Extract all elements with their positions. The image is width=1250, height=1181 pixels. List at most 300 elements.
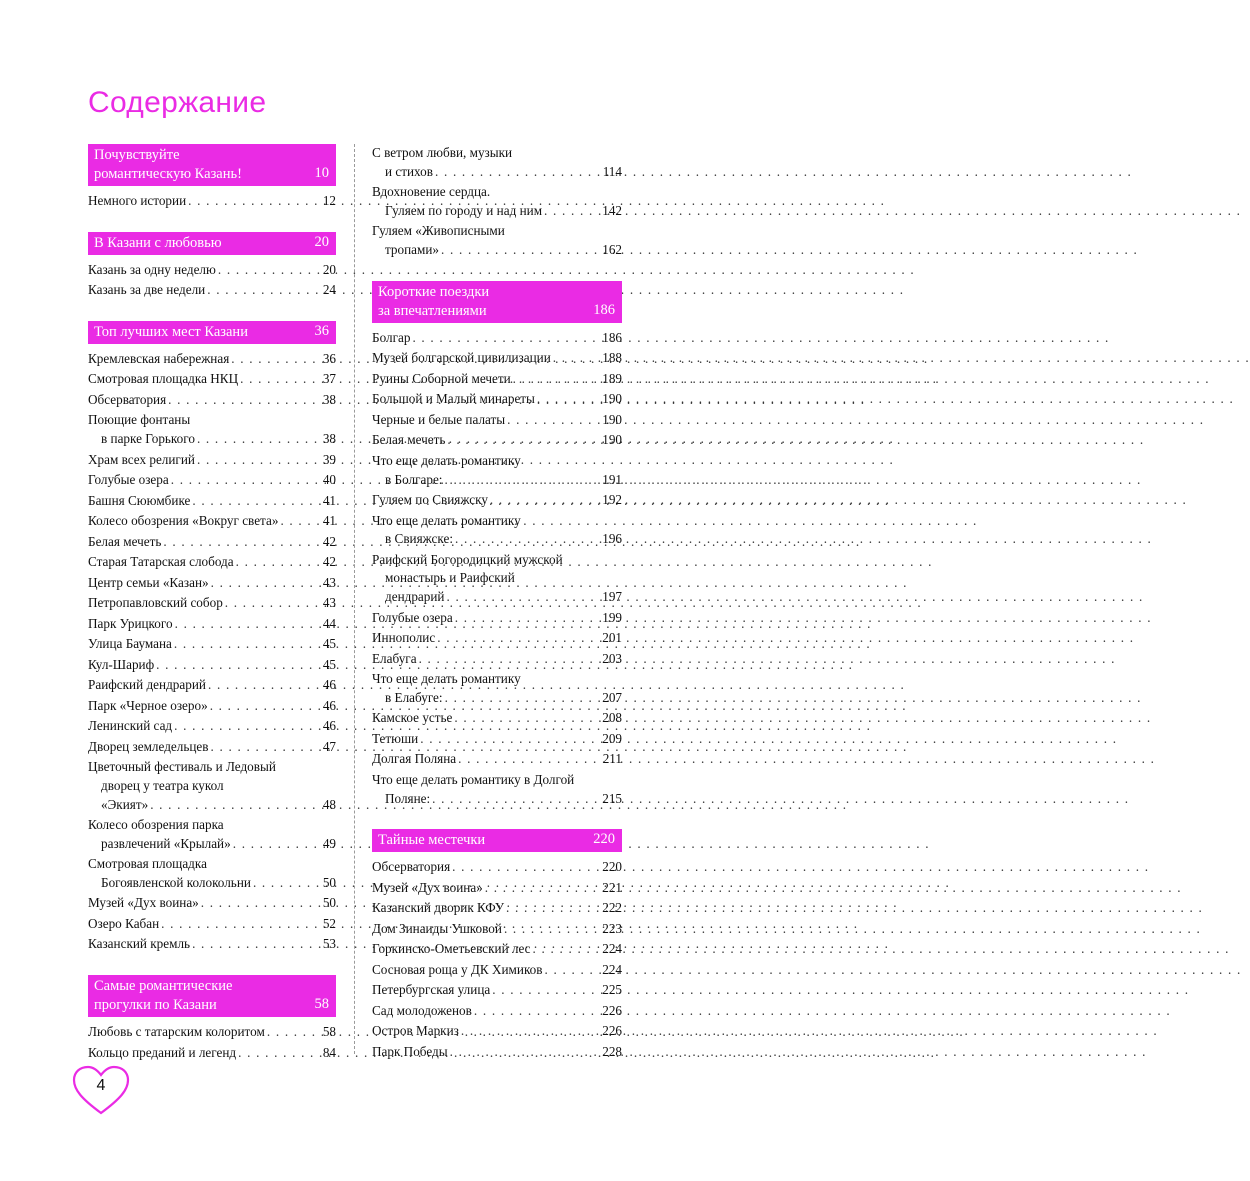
toc-entry-page: 46 [322, 697, 336, 713]
toc-entry-page: 41 [322, 513, 336, 529]
toc-section [88, 232, 336, 300]
toc-entry-line [88, 411, 336, 430]
toc-entry-text: Кремлевская набережная [88, 350, 230, 366]
toc-entry-page: 226 [602, 1002, 622, 1018]
section-heading[interactable] [88, 975, 336, 1017]
toc-entry-line [88, 574, 336, 593]
dot-leader [240, 370, 321, 389]
toc-entry-line [88, 615, 336, 634]
toc-entry-line [372, 1002, 622, 1021]
toc-entry-page: 40 [322, 472, 336, 488]
toc-entry-line [372, 329, 622, 348]
section-heading[interactable] [88, 321, 336, 344]
dot-leader [533, 940, 601, 959]
toc-entry[interactable] [88, 894, 336, 913]
entry-list [88, 350, 336, 954]
section-heading-line: Топ лучших мест Казани [94, 323, 248, 340]
toc-entry-line [88, 676, 336, 695]
toc-entry[interactable] [88, 615, 336, 634]
toc-entry-page: 49 [322, 835, 336, 851]
toc-entry[interactable] [88, 574, 336, 593]
toc-entry-page: 190 [602, 391, 622, 407]
toc-entry-line [372, 709, 622, 728]
toc-entry[interactable] [372, 771, 622, 808]
toc-entry-page: 142 [602, 202, 622, 218]
toc-entry-page: 225 [602, 982, 622, 998]
toc-entry-text: и стихов [385, 163, 433, 179]
toc-entry[interactable] [88, 553, 336, 572]
toc-entry[interactable] [372, 329, 622, 348]
toc-entry-line [372, 730, 622, 749]
toc-entry-text: С ветром любви, музыки [372, 145, 513, 160]
toc-entry-line [88, 717, 336, 736]
toc-entry[interactable] [372, 899, 622, 918]
toc-entry-line [372, 961, 622, 980]
section-page-number: 10 [314, 165, 329, 181]
entry-list [372, 329, 622, 808]
toc-entry-page: 37 [322, 371, 336, 387]
toc-entry-text: Елабуга [372, 650, 417, 666]
dot-leader [553, 349, 600, 368]
entry-list [88, 1023, 336, 1062]
toc-entry-line [88, 777, 336, 796]
dot-leader [150, 796, 321, 815]
toc-entry-line [88, 553, 336, 572]
toc-entry-page: 224 [602, 961, 622, 977]
dot-leader [492, 981, 600, 1000]
toc-entry[interactable] [372, 411, 622, 430]
entry-list [88, 192, 336, 211]
dot-leader [211, 738, 321, 757]
toc-entry[interactable] [372, 670, 622, 707]
toc-entry-page: 190 [602, 411, 622, 427]
dot-leader [197, 430, 321, 449]
toc-entry-line [88, 796, 336, 815]
dot-leader [474, 1002, 600, 1021]
toc-entry-line [88, 697, 336, 716]
toc-entry-text: Колесо обозрения «Вокруг света» [88, 513, 279, 529]
toc-entry-line [88, 874, 336, 893]
toc-entry-page: 45 [322, 656, 336, 672]
toc-entry[interactable] [372, 491, 622, 510]
toc-entry-page: 114 [602, 163, 622, 179]
toc-entry[interactable] [88, 758, 336, 814]
toc-entry[interactable] [88, 261, 336, 280]
toc-entry-page: 197 [602, 589, 622, 605]
toc-entry[interactable] [372, 222, 622, 259]
toc-entry-line [88, 935, 336, 954]
toc-entry-text: Парк Урицкого [88, 615, 173, 631]
toc-section [372, 281, 622, 808]
toc-entry-page: 199 [602, 609, 622, 625]
toc-entry[interactable] [88, 855, 336, 892]
dot-leader [537, 390, 600, 409]
toc-entry[interactable] [372, 1002, 622, 1021]
dot-leader [156, 656, 321, 675]
dot-leader [161, 915, 321, 934]
toc-entry-page: 190 [602, 432, 622, 448]
toc-entry[interactable] [372, 750, 622, 769]
toc-entry[interactable] [372, 879, 622, 898]
toc-entry-page: 45 [322, 636, 336, 652]
dot-leader [192, 492, 320, 511]
section-page-number: 58 [314, 996, 329, 1013]
toc-entry-line [372, 569, 622, 588]
toc-entry-line [88, 533, 336, 552]
dot-leader [175, 615, 321, 634]
toc-entry-line [88, 281, 336, 300]
toc-entry-line [88, 261, 336, 280]
toc-entry-page: 226 [602, 1023, 622, 1039]
toc-entry-text: Белая мечеть [372, 432, 446, 448]
toc-entry-line [88, 738, 336, 757]
dot-leader [485, 879, 600, 898]
toc-entry-text: Что еще делать романтику [372, 452, 521, 468]
toc-entry[interactable] [372, 551, 622, 607]
dot-leader [211, 574, 321, 593]
toc-entry-text: Центр семьи «Казан» [88, 574, 209, 590]
toc-entry-page: 201 [602, 630, 622, 646]
toc-entry-text: в Свияжске: [385, 531, 453, 547]
toc-entry[interactable] [88, 816, 336, 853]
toc-entry-text: тропами» [385, 242, 440, 258]
toc-entry-text: Любовь с татарским колоритом [88, 1024, 265, 1040]
toc-entry-text: Поющие фонтаны [88, 412, 191, 428]
toc-entry-text: в парке Горького [101, 431, 195, 447]
toc-entry-line [372, 349, 622, 368]
dot-leader [192, 935, 321, 954]
toc-entry-text: Старая Татарская слобода [88, 554, 234, 570]
toc-entry[interactable] [88, 391, 336, 410]
toc-entry-line [88, 915, 336, 934]
page-title: Содержание [88, 86, 267, 119]
dot-leader [412, 329, 600, 348]
toc-entry[interactable] [372, 512, 622, 549]
toc-entry-page: 39 [322, 451, 336, 467]
toc-entry-text: Что еще делать романтику [372, 512, 521, 528]
page-number: 4 [96, 1077, 106, 1094]
dot-leader [188, 192, 321, 211]
toc-entry[interactable] [372, 431, 622, 450]
toc-entry-page: 41 [322, 492, 336, 508]
toc-entry-text: Музей болгарской цивилизации [372, 350, 551, 366]
dot-leader [454, 709, 600, 728]
dot-leader [461, 1022, 600, 1041]
toc-entry-page: 196 [602, 531, 622, 547]
toc-entry[interactable] [88, 492, 336, 511]
dot-leader [445, 689, 601, 708]
toc-entry-line [88, 512, 336, 531]
toc-entry[interactable] [372, 650, 622, 669]
toc-entry[interactable] [88, 411, 336, 448]
dot-leader [544, 202, 600, 221]
dot-leader [432, 790, 600, 809]
section-page-number: 220 [593, 831, 615, 848]
toc-entry[interactable] [88, 471, 336, 490]
toc-entry[interactable] [88, 717, 336, 736]
toc-entry-line [372, 431, 622, 450]
toc-entry-text: Сад молодоженов [372, 1002, 472, 1018]
dot-leader [253, 874, 321, 893]
toc-entry-page: 192 [602, 492, 622, 508]
toc-entry-text: Богоявленской колокольни [101, 874, 251, 890]
toc-entry-page: 43 [322, 574, 336, 590]
toc-entry-line [372, 183, 622, 202]
toc-entry[interactable] [88, 451, 336, 470]
toc-entry-page: 38 [322, 431, 336, 447]
toc-entry-text: Раифский дендрарий [88, 677, 206, 693]
toc-entry-line [88, 192, 336, 211]
toc-entry-line [372, 689, 622, 708]
toc-entry-line [88, 835, 336, 854]
dot-leader [458, 750, 601, 769]
toc-entry[interactable] [88, 512, 336, 531]
toc-entry-line [88, 758, 336, 777]
toc-entry-text: Иннополис [372, 630, 436, 646]
toc-entry[interactable] [372, 349, 622, 368]
section-heading-line: за впечатлениями [378, 302, 487, 319]
entry-list [88, 261, 336, 300]
dot-leader [507, 411, 600, 430]
dot-leader [168, 391, 321, 410]
dot-leader [163, 533, 320, 552]
dot-leader [435, 163, 601, 182]
toc-entry-text: Казанский кремль [88, 936, 191, 952]
dot-leader [504, 920, 600, 939]
toc-entry[interactable] [372, 144, 622, 181]
dot-leader [171, 471, 321, 490]
toc-entry-page: 46 [322, 677, 336, 693]
toc-entry[interactable] [88, 281, 336, 300]
toc-entry[interactable] [88, 533, 336, 552]
section-heading[interactable] [372, 829, 622, 852]
dot-leader [201, 894, 321, 913]
section-heading-line: Тайные местечки [378, 832, 486, 849]
toc-section [88, 321, 336, 954]
toc-entry-page: 53 [322, 936, 336, 952]
toc-entry-text: Музей «Дух воина» [372, 879, 483, 895]
section-heading-line: Самые романтические [94, 978, 233, 995]
dot-leader [419, 650, 601, 669]
toc-entry-line [88, 594, 336, 613]
toc-entry[interactable] [88, 656, 336, 675]
toc-entry-text: Голубые озера [372, 609, 453, 625]
toc-entry[interactable] [372, 1043, 622, 1062]
toc-entry-page: 48 [322, 796, 336, 812]
toc-entry-text: Черные и белые палаты [372, 411, 506, 427]
toc-entry-text: Петербургская улица [372, 982, 491, 998]
dot-leader [208, 676, 321, 695]
toc-entry-page: 52 [322, 915, 336, 931]
section-heading-line: Почувствуйте [94, 147, 180, 163]
toc-entry-page: 43 [322, 595, 336, 611]
toc-entry[interactable] [372, 981, 622, 1000]
section-heading-line: романтическую Казань! [94, 166, 242, 182]
toc-entry-text: Поляне: [385, 790, 431, 806]
column-divider [354, 144, 355, 1054]
toc-entry-text: Смотровая площадка НКЦ [88, 371, 239, 387]
toc-entry-page: 46 [322, 718, 336, 734]
toc-entry-text: Руины Соборной мечети [372, 370, 511, 386]
toc-entry[interactable] [372, 183, 622, 220]
toc-entry-page: 228 [602, 1043, 622, 1059]
toc-entry[interactable] [88, 1044, 336, 1063]
toc-entry[interactable] [88, 350, 336, 369]
dot-leader [174, 717, 321, 736]
toc-entry-line [372, 390, 622, 409]
toc-entry[interactable] [372, 609, 622, 628]
toc-entry[interactable] [372, 940, 622, 959]
toc-entry-page: 189 [602, 370, 622, 386]
toc-entry-text: Гуляем «Живописными [372, 223, 505, 239]
toc-entry-text: Дом Зинаиды Ушковой [372, 920, 502, 936]
dot-leader [447, 431, 600, 450]
toc-entry[interactable] [372, 961, 622, 980]
dot-leader [231, 350, 321, 369]
toc-section [88, 975, 336, 1062]
toc-entry[interactable] [88, 915, 336, 934]
toc-entry-text: Обсерватория [88, 391, 167, 407]
toc-entry[interactable] [88, 676, 336, 695]
dot-leader [420, 730, 600, 749]
toc-entry-text: Вдохновение сердца. [372, 184, 491, 200]
section-heading-line: прогулки по Казани [94, 997, 217, 1014]
toc-entry-text: Дворец земледельцев [88, 738, 209, 754]
toc-section [372, 144, 622, 260]
toc-entry-line [372, 370, 622, 389]
toc-entry-text: Горкинско-Ометьевский лес [372, 941, 531, 957]
toc-entry[interactable] [372, 390, 622, 409]
toc-entry[interactable] [372, 370, 622, 389]
toc-entry-line [372, 144, 622, 163]
toc-entry-line [372, 163, 622, 182]
toc-entry[interactable] [372, 452, 622, 489]
toc-section [372, 829, 622, 1061]
toc-entry-line [372, 241, 622, 260]
dot-leader [236, 553, 321, 572]
toc-entry-page: 42 [322, 554, 336, 570]
dot-leader [238, 1044, 321, 1063]
toc-entry-line [372, 452, 622, 471]
toc-entry[interactable] [88, 738, 336, 757]
toc-entry[interactable] [372, 709, 622, 728]
toc-entry-line [372, 790, 622, 809]
toc-entry-page: 38 [322, 391, 336, 407]
toc-entry-line [372, 222, 622, 241]
toc-entry[interactable] [372, 920, 622, 939]
toc-entry[interactable] [372, 629, 622, 648]
toc-entry-text: Казань за две недели [88, 282, 206, 298]
toc-entry-text: Гуляем по Свияжску [372, 492, 488, 508]
toc-entry-line [88, 471, 336, 490]
toc-entry-page: 191 [602, 471, 622, 487]
dot-leader [437, 629, 600, 648]
toc-entry-page: 162 [602, 242, 622, 258]
toc-entry-page: 222 [602, 900, 622, 916]
dot-leader [513, 370, 601, 389]
section-page-number: 186 [593, 301, 615, 318]
toc-entry[interactable] [88, 935, 336, 954]
toc-entry-line [372, 1022, 622, 1041]
toc-entry[interactable] [88, 370, 336, 389]
toc-entry-line [372, 858, 622, 877]
dot-leader [267, 1023, 321, 1042]
toc-entry-line [88, 430, 336, 449]
toc-entry-page: 84 [322, 1044, 336, 1060]
toc-entry-line [372, 650, 622, 669]
dot-leader [280, 512, 320, 531]
toc-entry-page: 50 [322, 874, 336, 890]
toc-entry-line [372, 629, 622, 648]
toc-entry[interactable] [88, 192, 336, 211]
toc-entry-text: Немного истории [88, 193, 187, 208]
toc-entry-line [372, 512, 622, 531]
toc-entry-line [372, 750, 622, 769]
toc-entry-page: 220 [602, 859, 622, 875]
toc-entry-text: Тетюши [372, 730, 419, 746]
toc-entry-line [88, 894, 336, 913]
toc-entry-page: 211 [602, 751, 622, 767]
dot-leader [450, 1043, 601, 1062]
toc-entry-text: Казань за одну неделю [88, 261, 216, 277]
toc-entry[interactable] [88, 594, 336, 613]
toc-entry-line [372, 1043, 622, 1062]
toc-entry-text: Гуляем по городу и над ним [385, 202, 543, 218]
toc-entry-text: «Экият» [101, 796, 149, 812]
toc-entry[interactable] [88, 697, 336, 716]
toc-entry-text: Колесо обозрения парка [88, 817, 224, 833]
toc-entry-line [372, 899, 622, 918]
toc-entry-line [88, 635, 336, 654]
section-page-number: 36 [314, 322, 329, 339]
toc-entry-page: 215 [602, 790, 622, 806]
toc-entry-text: Ленинский сад [88, 718, 173, 734]
section-heading[interactable] [88, 232, 336, 255]
dot-leader [210, 697, 321, 716]
dot-leader [545, 961, 601, 980]
section-heading[interactable] [372, 281, 622, 323]
toc-entry-line [88, 816, 336, 835]
toc-entry-text: Башня Сююмбике [88, 492, 191, 508]
toc-entry-text: Что еще делать романтику в Долгой [372, 771, 575, 787]
toc-entry-text: Долгая Поляна [372, 751, 457, 767]
toc-entry-text: Что еще делать романтику [372, 671, 521, 687]
dot-leader [455, 530, 600, 549]
toc-entry[interactable] [88, 1023, 336, 1042]
toc-entry-text: Смотровая площадка [88, 856, 207, 872]
toc-entry-text: Камское устье [372, 710, 453, 726]
toc-entry-page: 47 [322, 738, 336, 754]
toc-entry-page: 12 [322, 193, 336, 208]
section-heading[interactable] [88, 144, 336, 186]
toc-section [88, 144, 336, 211]
toc-entry-line [88, 370, 336, 389]
toc-entry-line [372, 879, 622, 898]
dot-leader [441, 241, 600, 260]
toc-entry[interactable] [88, 635, 336, 654]
toc-entry[interactable] [372, 858, 622, 877]
toc-entry-page: 186 [602, 329, 622, 345]
toc-entry-text: Улица Баумана [88, 636, 172, 652]
toc-entry-line [372, 771, 622, 790]
toc-entry-text: Болгар [372, 329, 411, 345]
toc-entry[interactable] [372, 1022, 622, 1041]
toc-entry-text: Сосновая роща у ДК Химиков [372, 961, 543, 977]
toc-entry-page: 209 [602, 730, 622, 746]
toc-entry-text: Озеро Кабан [88, 915, 160, 931]
dot-leader [452, 858, 600, 877]
toc-entry[interactable] [372, 730, 622, 749]
